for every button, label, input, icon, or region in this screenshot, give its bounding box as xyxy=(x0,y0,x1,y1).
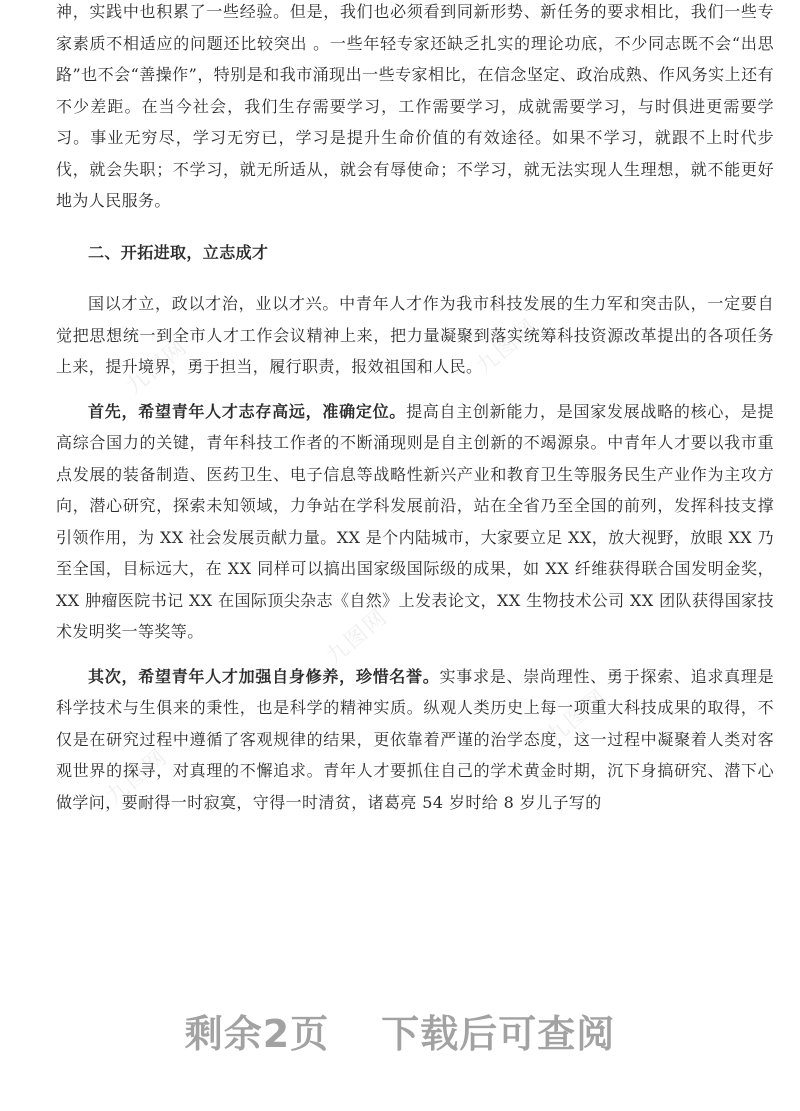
paragraph-4-body: 实事求是、崇尚理性、勇于探索、追求真理是科学技术与生俱来的秉性，也是科学的精神实质。纵观人类历史上每一项重大科技成果的取得，不仅是在研究过程中遵循了客观规律的结果，更依靠着严谨的治学态度，这一过程中凝聚着人类对客观世界的探寻，对真理的不懈追求。青年人才要抓住自己的学术黄金时期，沉下身搞研究、潜下心做学问，要耐得一时寂寞，守得一时清贫，诸葛亮 54 岁时给 8 岁儿子写的 xyxy=(56,666,774,812)
download-to-view-text: 下载后可查阅 xyxy=(381,1012,616,1056)
paragraph-1: 神，实践中也积累了一些经验。但是，我们也必须看到同新形势、新任务的要求相比，我们一些专家素质不相适应的问题还比较突出 。一些年轻专家还缺乏扎实的理论功底，不少同志既不会“出思路”也不会“善操作”，特别是和我市涌现出一些专家相比，在信念坚定、政治成熟、作风务实上还有不少差距。在当今社会，我们生存需要学习，工作需要学习，成就需要学习，与时俱进更需要学习。事业无穷尽，学习无穷已，学习是提升生命价值的有效途径。如果不学习，就跟不上时代步伐，就会失职；不学习，就无所适从，就会有辱使命；不学习，就无法实现人生理想，就不能更好地为人民服务。 xyxy=(56,2,774,210)
paragraph-3 xyxy=(56,396,774,648)
watermark-text: 九图网 xyxy=(471,314,543,380)
watermark-text: 九图网 xyxy=(321,604,393,670)
paragraph-gap xyxy=(56,648,774,661)
paragraph-2: 国以才立，政以才治，业以才兴。中青年人才作为我市科技发展的生力军和突击队，一定要自觉把思想统一到全市人才工作会议精神上来，把力量凝聚到落实统筹科技资源改革提出的各项任务上来，提升境界，勇于担当，履行职责，报效祖国和人民。 xyxy=(56,294,774,376)
paragraph-3-lead: 首先，希望青年人才志存高远，准确定位。 xyxy=(88,401,407,421)
document-body xyxy=(56,0,774,818)
section-heading-2: 二、开拓进取，立志成才 xyxy=(88,242,269,262)
paragraph-4-lead: 其次，希望青年人才加强自身修养，珍惜名誉。 xyxy=(88,666,440,686)
paragraph-3-body: 提高自主创新能力，是国家发展战略的核心，是提高综合国力的关键，青年科技工作者的不断涌现则是自主创新的不竭源泉。中青年人才要以我市重点发展的装备制造、医药卫生、电子信息等战略性新兴产业和教育卫生等服务民生产业作为主攻方向，潜心研究，探索未知领域，力争站在学科发展前沿，站在全省乃至全国的前列，发挥科技支撑引领作用，为 XX 社会发展贡献力量。XX 是个内陆城市，大家要立足 XX，放大视野，放眼 XX 乃至全国，目标远大，在 XX 同样可以搞出国家级国际级的成果，如 XX 纤维获得联合国发明金奖，XX 肿瘤医院书记 XX 在国际顶尖杂志《自然》上发表论文，XX 生物技术公司 XX 团队获得国家技术发明奖一等奖等。 xyxy=(56,401,774,641)
watermark-text: 九图网 xyxy=(121,334,193,400)
watermark-text: 九图网 xyxy=(541,684,613,750)
watermark-text: 九图网 xyxy=(101,744,173,810)
paragraph-gap xyxy=(56,383,774,396)
paragraph-4 xyxy=(56,661,774,819)
download-prompt xyxy=(0,1003,800,1058)
remaining-pages-text: 剩余2页 xyxy=(184,1012,330,1056)
